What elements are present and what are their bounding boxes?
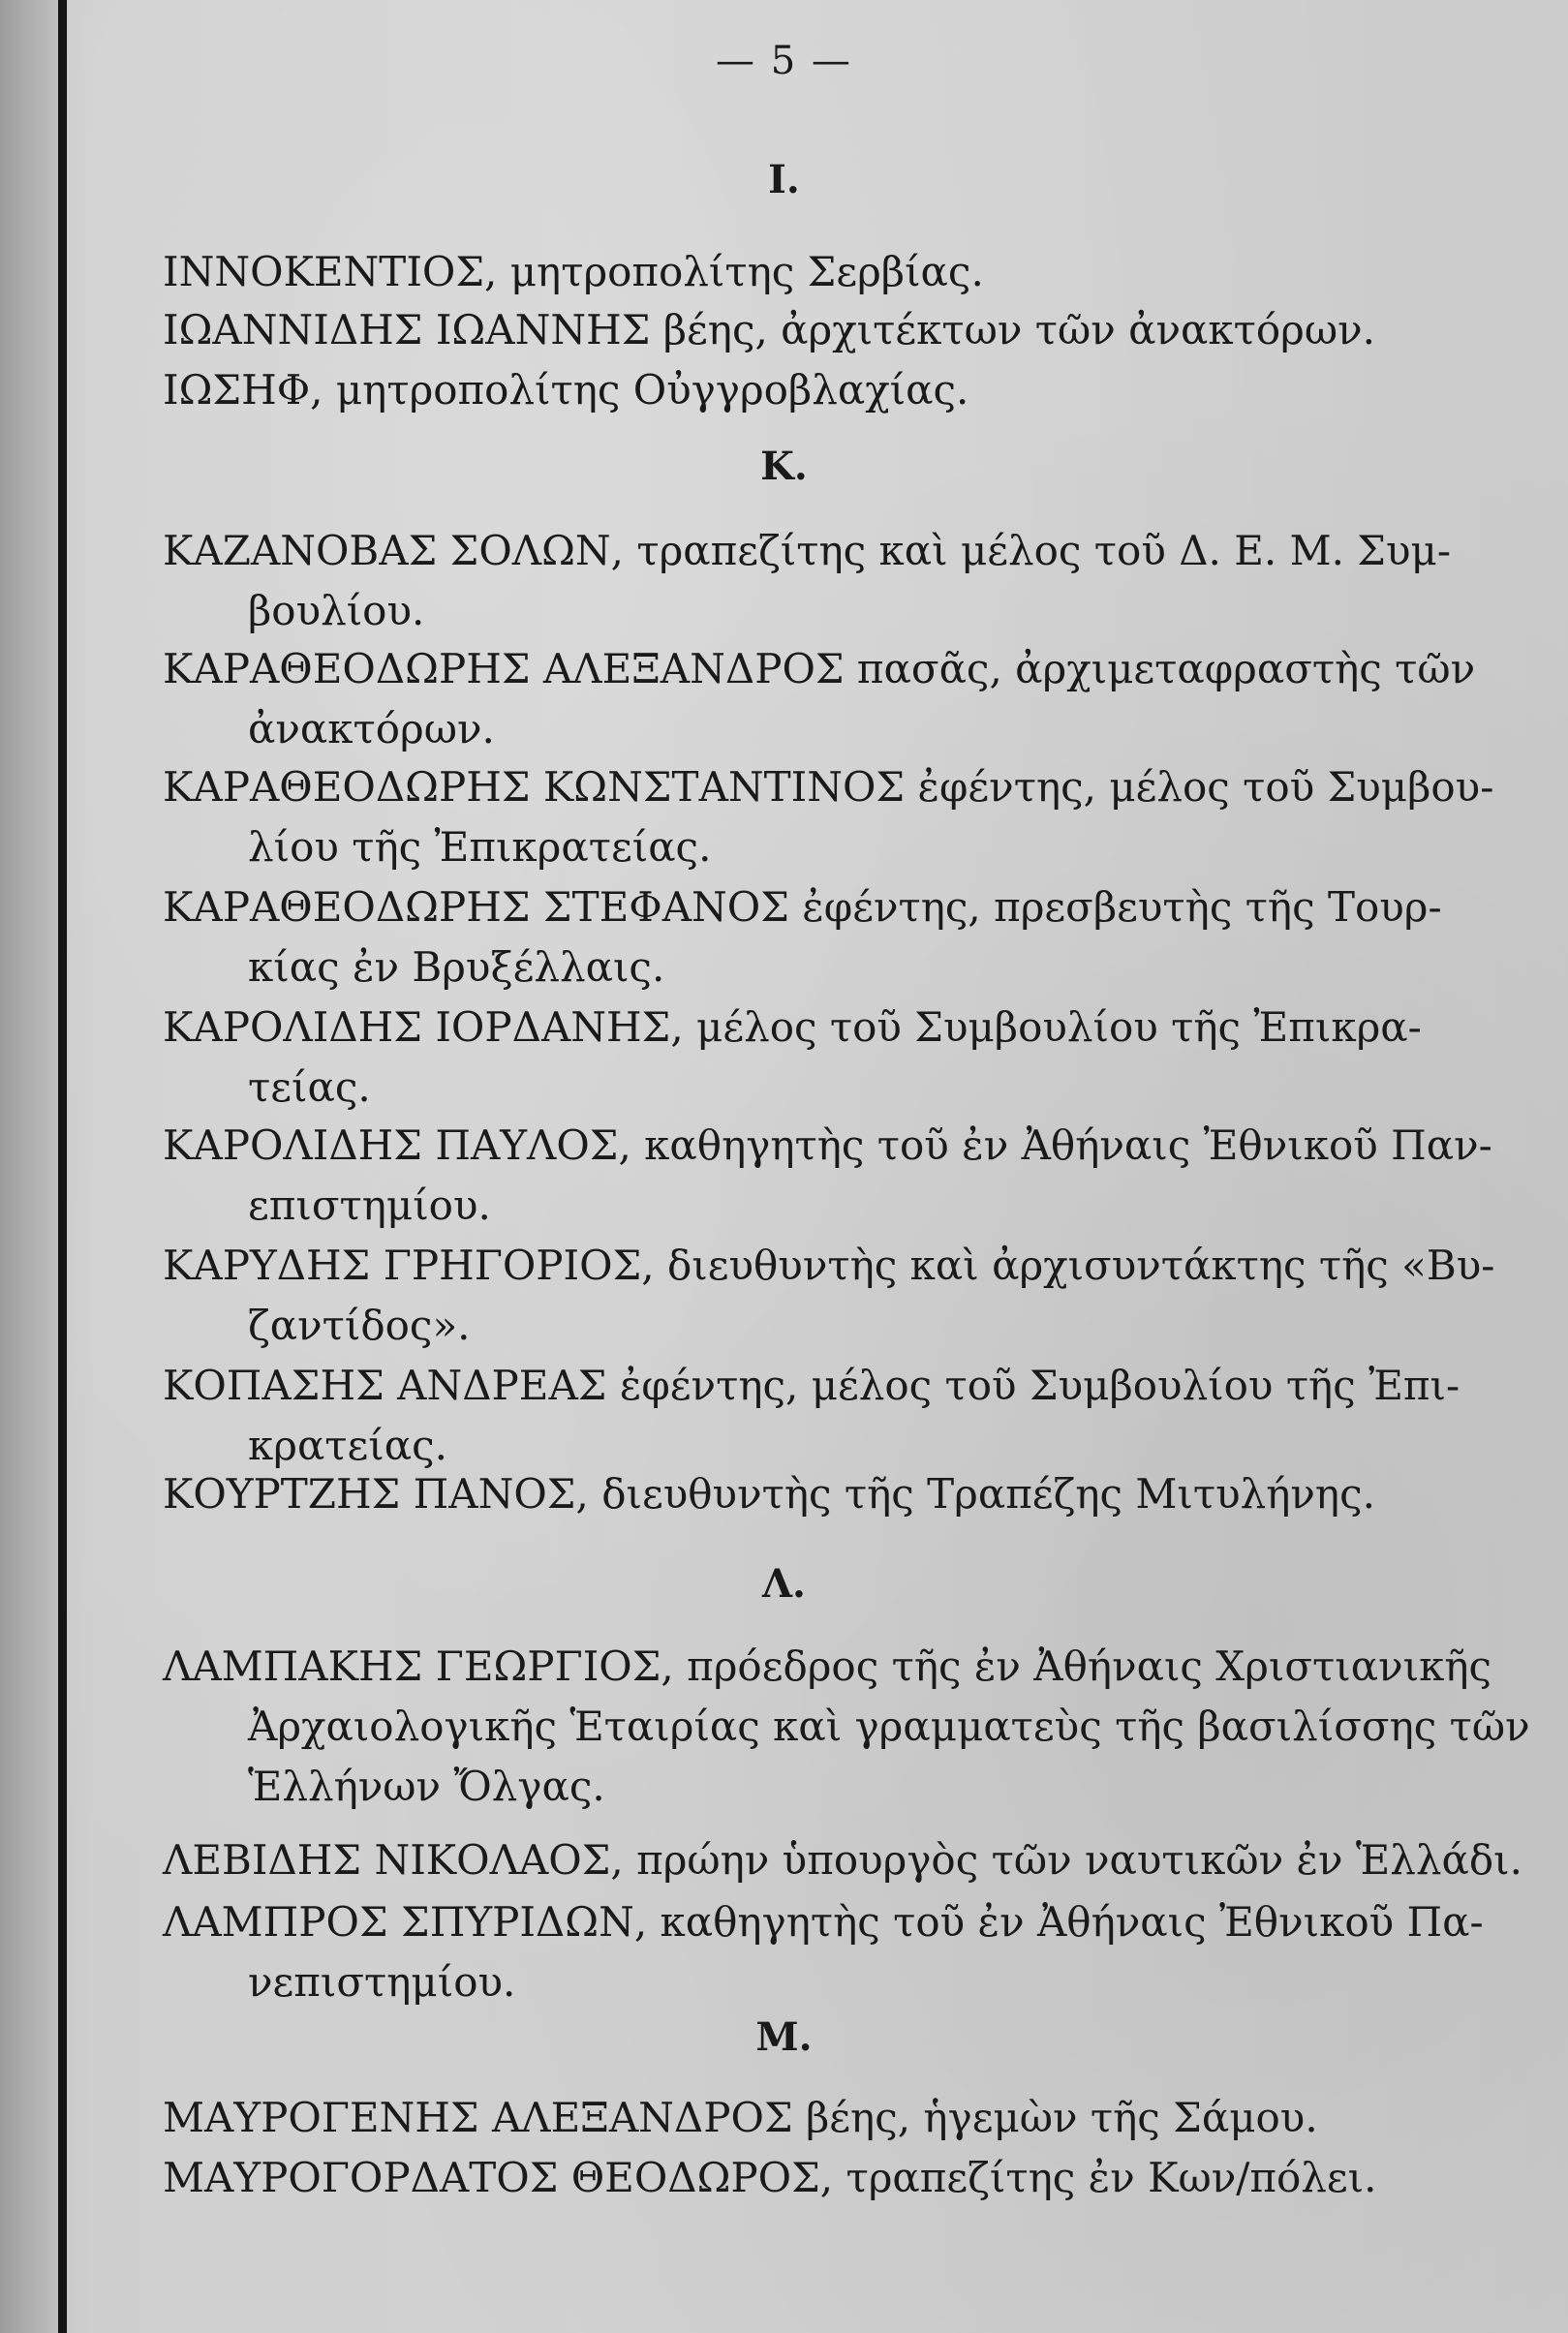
entry-lampros: [163, 1892, 1484, 2012]
entry-karatheodoris-stefanos: [163, 877, 1442, 998]
entry-line-continuation: βουλίου.: [248, 587, 425, 634]
entry-line: ΜΑΥΡΟΓΟΡΔΑΤΟΣ ΘΕΟΔΩΡΟΣ, τραπεζίτης ἐν Κων/πόλει.: [163, 2154, 1377, 2201]
entry-karydis: [163, 1236, 1495, 1356]
page-number: — 5 —: [716, 39, 852, 83]
entry-line-continuation: λίου τῆς Ἐπικρατείας.: [248, 823, 712, 871]
section-heading-lambda: Λ.: [762, 1561, 806, 1607]
entry-line: ΚΑΡΟΛΙΔΗΣ ΠΑΥΛΟΣ, καθηγητὴς τοῦ ἐν Ἀθήναις Ἐθνικοῦ Παν-: [163, 1121, 1492, 1169]
entry-line-continuation: κίας ἐν Βρυξέλλαις.: [248, 943, 665, 991]
entry-levidis: [163, 1830, 1522, 1890]
section-heading-iota: Ι.: [768, 157, 800, 202]
entry-innokentios: [163, 242, 1398, 302]
entry-line: ΚΑΡΑΘΕΟΔΩΡΗΣ ΣΤΕΦΑΝΟΣ ἐφέντης, πρεσβευτὴς τῆς Τουρ-: [163, 883, 1442, 931]
entry-line-continuation: κρατείας.: [248, 1422, 448, 1469]
entry-line: ΛΕΒΙΔΗΣ ΝΙΚΟΛΑΟΣ, πρώην ὑπουργὸς τῶν ναυτικῶν ἐν Ἑλλάδι.: [163, 1836, 1522, 1884]
entry-line: ΚΟΥΡΤΖΗΣ ΠΑΝΟΣ, διευθυντὴς τῆς Τραπέζης Μιτυλήνης.: [163, 1470, 1375, 1518]
entry-karolidis-pavlos: [163, 1116, 1492, 1236]
entry-line-continuation: τείας.: [248, 1063, 371, 1111]
entry-line: ΚΑΖΑΝΟΒΑΣ ΣΟΛΩΝ, τραπεζίτης καὶ μέλος τοῦ Δ. Ε. Μ. Συμ-: [163, 527, 1452, 574]
entry-line: ΚΑΡΥΔΗΣ ΓΡΗΓΟΡΙΟΣ, διευθυντὴς καὶ ἀρχισυντάκτης τῆς «Βυ-: [163, 1242, 1495, 1289]
entry-line-continuation: ζαντίδος».: [248, 1302, 471, 1349]
entry-line-continuation: Ἀρχαιολογικῆς Ἑταιρίας καὶ γραμματεὺς τῆς βασιλίσσης τῶν: [248, 1703, 1530, 1750]
entry-line-continuation: νεπιστημίου.: [248, 1958, 516, 2006]
entry-karolidis-iordanis: [163, 998, 1422, 1118]
entry-line: ΚΑΡΑΘΕΟΔΩΡΗΣ ΑΛΕΞΑΝΔΡΟΣ πασᾶς, ἀρχιμεταφραστὴς τῶν: [163, 645, 1476, 692]
entry-line: ΚΑΡΑΘΕΟΔΩΡΗΣ ΚΩΝΣΤΑΝΤΙΝΟΣ ἐφέντης, μέλος τοῦ Συμβου-: [163, 763, 1494, 811]
entry-karatheodoris-alexandros: [163, 639, 1476, 759]
entry-mavrogenis: [163, 2088, 1398, 2148]
entry-lampakis: [163, 1637, 1530, 1817]
entry-line: ΛΑΜΠΑΚΗΣ ΓΕΩΡΓΙΟΣ, πρόεδρος τῆς ἐν Ἀθήναις Χριστιανικῆς: [163, 1642, 1492, 1690]
entry-mavrogordatos: [163, 2148, 1398, 2208]
section-heading-kappa: Κ.: [760, 444, 808, 489]
entry-line: ΙΩΑΝΝΙΔΗΣ ΙΩΑΝΝΗΣ βέης, ἀρχιτέκτων τῶν ἀνακτόρων.: [163, 306, 1375, 353]
entry-line: ΙΩΣΗΦ, μητροπολίτης Οὐγγροβλαχίας.: [163, 366, 969, 414]
entry-line-continuation: Ἑλλήνων Ὄλγας.: [248, 1763, 605, 1810]
entry-line-continuation: ἀνακτόρων.: [248, 705, 495, 752]
entry-line: ΚΟΠΑΣΗΣ ΑΝΔΡΕΑΣ ἐφέντης, μέλος τοῦ Συμβουλίου τῆς Ἐπι-: [163, 1362, 1460, 1409]
entry-line: ΛΑΜΠΡΟΣ ΣΠΥΡΙΔΩΝ, καθηγητὴς τοῦ ἐν Ἀθήναις Ἐθνικοῦ Πα-: [163, 1898, 1484, 1946]
entry-kazanovas: [163, 521, 1452, 641]
entry-line: ΚΑΡΟΛΙΔΗΣ ΙΟΡΔΑΝΗΣ, μέλος τοῦ Συμβουλίου τῆς Ἐπικρα-: [163, 1003, 1422, 1051]
book-gutter-line: [58, 0, 67, 2333]
entry-line: ΜΑΥΡΟΓΕΝΗΣ ΑΛΕΞΑΝΔΡΟΣ βέης, ἡγεμὼν τῆς Σάμου.: [163, 2094, 1318, 2141]
entry-karatheodoris-konstantinos: [163, 757, 1494, 877]
entry-iosif: [163, 360, 1398, 420]
section-heading-mu: Μ.: [755, 2014, 813, 2060]
entry-kourtzis: [163, 1464, 1398, 1524]
entry-ioannidis: [163, 300, 1398, 360]
entry-line: ΙΝΝΟΚΕΝΤΙΟΣ, μητροπολίτης Σερβίας.: [163, 248, 984, 295]
entry-line-continuation: επιστημίου.: [248, 1182, 491, 1229]
entry-kopasis: [163, 1356, 1460, 1476]
